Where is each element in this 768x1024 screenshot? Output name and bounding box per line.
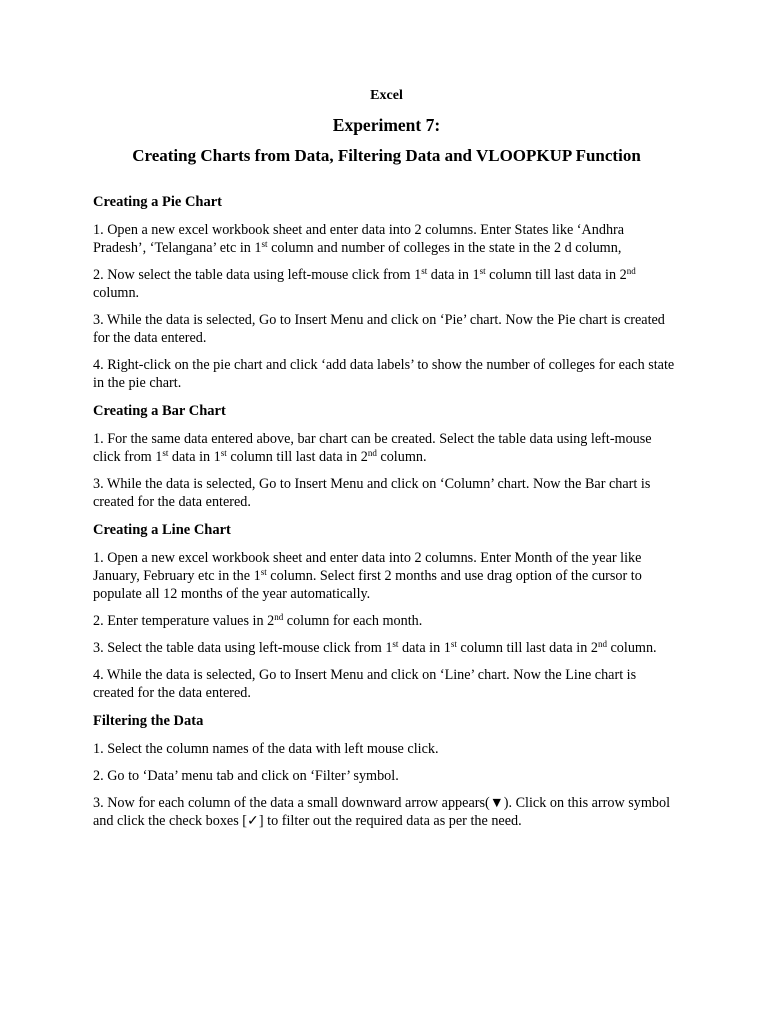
paragraph bbox=[93, 549, 680, 603]
text-run: 2. Now select the table data using left-mouse click from 1 bbox=[93, 267, 422, 283]
text-run: data in 1 bbox=[427, 267, 480, 283]
text-run: column and number of colleges in the state in the 2 d column, bbox=[267, 240, 622, 256]
paragraph: 1. Select the column names of the data with left mouse click. bbox=[93, 741, 439, 757]
text-run: column till last data in 2 bbox=[485, 267, 627, 283]
experiment-subtitle: Creating Charts from Data, Filtering Data and VLOOPKUP Function bbox=[132, 146, 641, 165]
superscript: nd bbox=[597, 639, 607, 649]
text-run: 1. Open a new excel workbook sheet and enter data into 2 columns. Enter Month of the year like January, February etc in the 1 bbox=[93, 550, 642, 584]
section-bar-chart bbox=[93, 402, 680, 511]
paragraph bbox=[93, 639, 680, 657]
superscript: st bbox=[162, 448, 169, 458]
section-heading: Filtering the Data bbox=[93, 713, 204, 729]
superscript: st bbox=[220, 448, 227, 458]
superscript: st bbox=[479, 266, 486, 276]
text-run: column. Select first 2 months and use drag option of the cursor to populate all 12 months of the year automatically. bbox=[93, 568, 642, 602]
text-run: column. bbox=[93, 285, 140, 301]
superscript: st bbox=[450, 639, 457, 649]
superscript: st bbox=[421, 266, 428, 276]
paragraph bbox=[93, 430, 680, 466]
paragraph bbox=[93, 612, 680, 630]
paragraph bbox=[93, 221, 680, 257]
paragraph: 2. Go to ‘Data’ menu tab and click on ‘Filter’ symbol. bbox=[93, 768, 399, 784]
text-run: column. bbox=[376, 449, 427, 465]
text-run: data in 1 bbox=[168, 449, 221, 465]
superscript: st bbox=[261, 239, 268, 249]
text-run: column till last data in 2 bbox=[226, 449, 368, 465]
paragraph: 4. While the data is selected, Go to Insert Menu and click on ‘Line’ chart. Now the Line chart is created for the data entered. bbox=[93, 667, 637, 701]
section-heading: Creating a Line Chart bbox=[93, 522, 231, 538]
superscript: nd bbox=[274, 612, 284, 622]
section-pie-chart bbox=[93, 193, 680, 392]
superscript: st bbox=[260, 567, 267, 577]
text-run: 1. For the same data entered above, bar chart can be created. Select the table data using left-mouse click from 1 bbox=[93, 431, 652, 465]
text-run: 3. Select the table data using left-mouse click from 1 bbox=[93, 640, 393, 656]
paragraph: 3. While the data is selected, Go to Insert Menu and click on ‘Pie’ chart. Now the Pie chart is created for the data entered. bbox=[93, 312, 665, 346]
text-run: data in 1 bbox=[398, 640, 451, 656]
superscript: nd bbox=[367, 448, 377, 458]
experiment-title: Experiment 7: bbox=[332, 115, 441, 135]
section-heading: Creating a Bar Chart bbox=[93, 403, 226, 419]
paragraph bbox=[93, 266, 680, 302]
superscript: st bbox=[392, 639, 399, 649]
text-run: column. bbox=[606, 640, 657, 656]
section-heading: Creating a Pie Chart bbox=[93, 194, 222, 210]
section-line-chart bbox=[93, 521, 680, 702]
paragraph: 3. While the data is selected, Go to Insert Menu and click on ‘Column’ chart. Now the Bar chart is created for the data entered. bbox=[93, 476, 651, 510]
text-run: 1. Open a new excel workbook sheet and enter data into 2 columns. Enter States like ‘Andhra Pradesh’, ‘Telangana’ etc in 1 bbox=[93, 222, 625, 256]
text-run: column for each month. bbox=[283, 613, 423, 629]
superscript: nd bbox=[626, 266, 636, 276]
text-run: 2. Enter temperature values in 2 bbox=[93, 613, 275, 629]
paragraph: 3. Now for each column of the data a small downward arrow appears(▼). Click on this arrow symbol and click the check boxes [✓] to filter out the required data as per the need. bbox=[93, 795, 671, 829]
document-subject: Excel bbox=[370, 88, 403, 103]
text-run: column till last data in 2 bbox=[456, 640, 598, 656]
section-filtering bbox=[93, 712, 680, 830]
paragraph: 4. Right-click on the pie chart and click ‘add data labels’ to show the number of colleges for each state in the pie chart. bbox=[93, 357, 675, 391]
